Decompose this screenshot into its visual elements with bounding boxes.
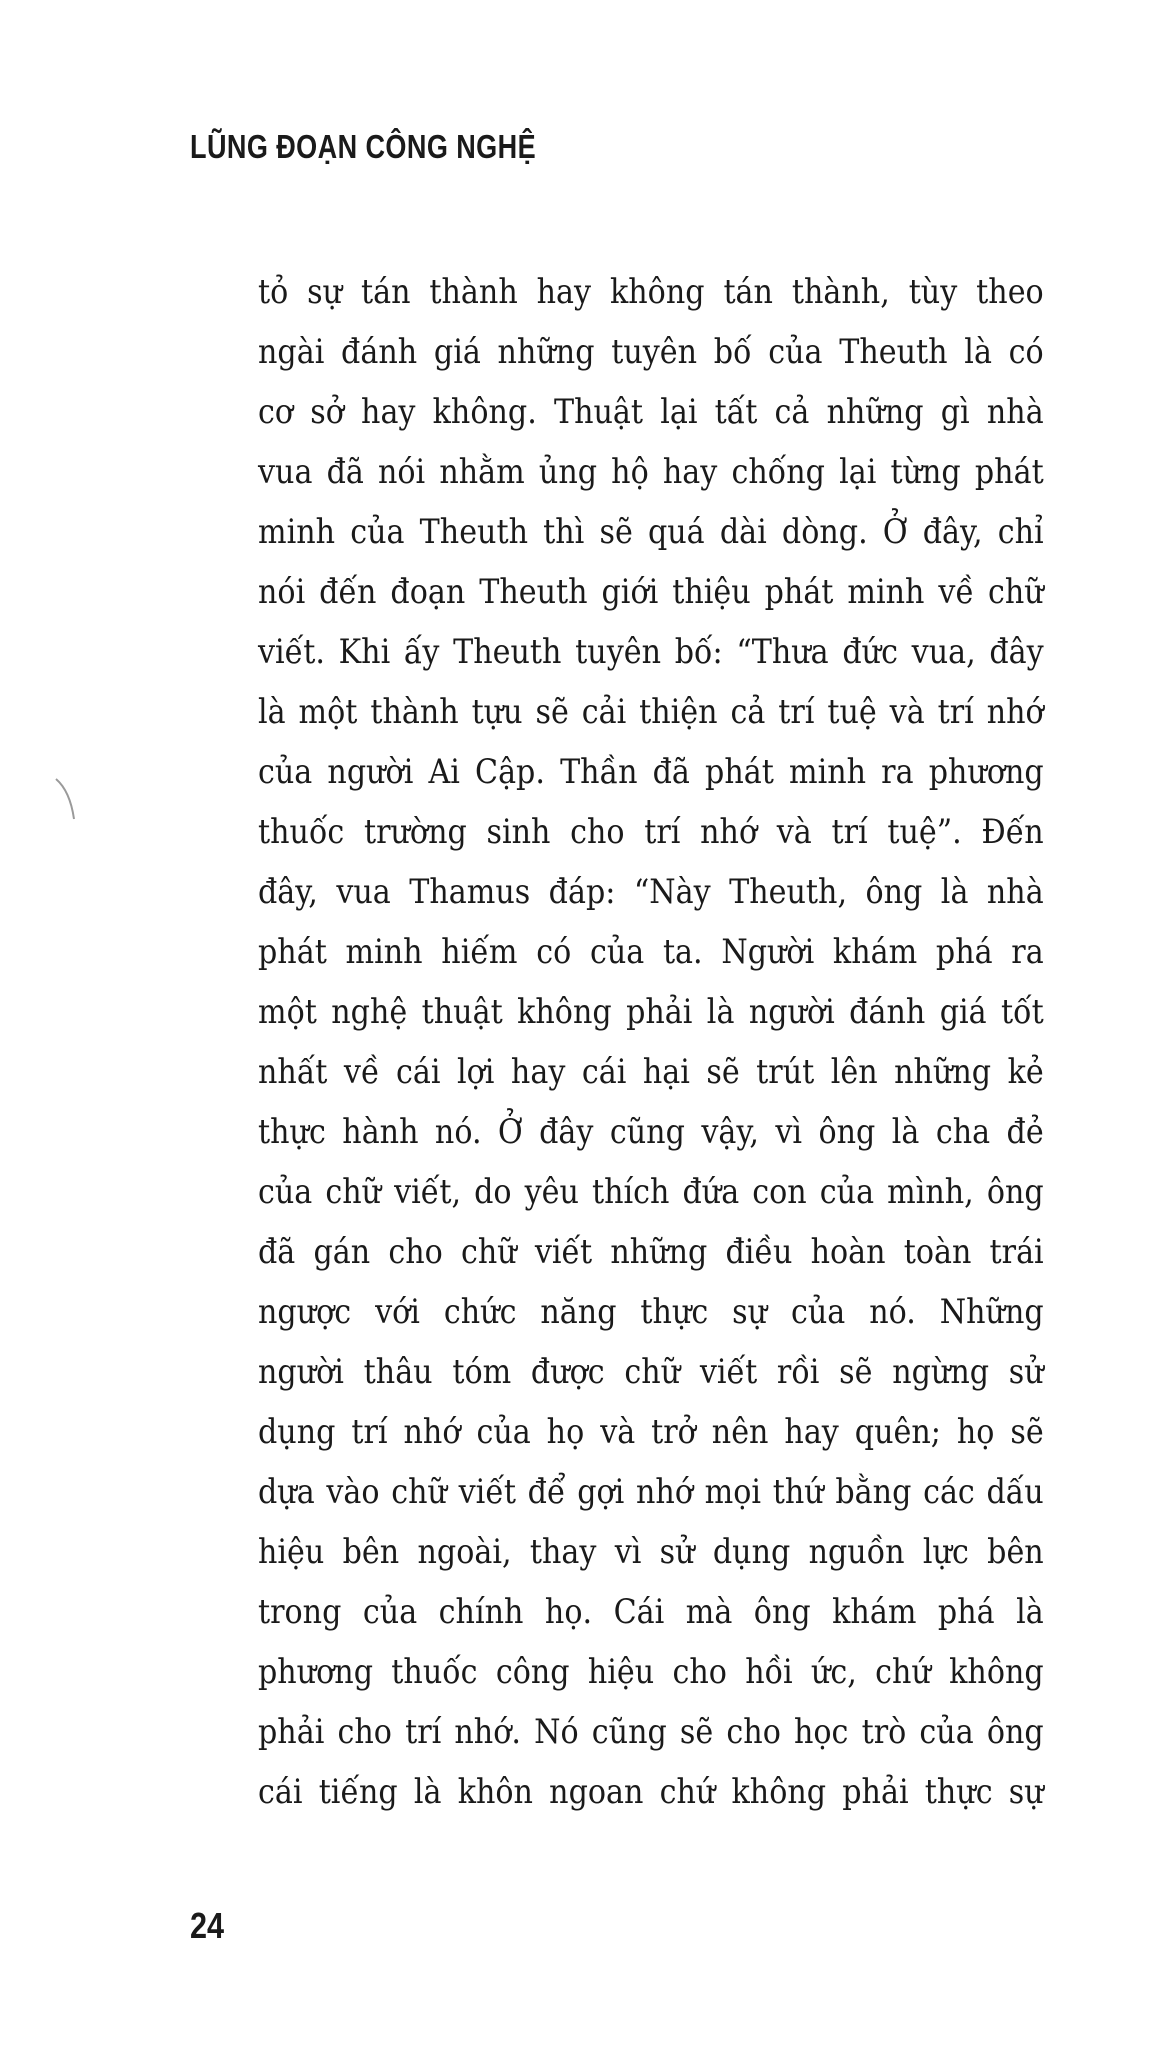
text-line: phải cho trí nhớ. Nó cũng sẽ cho học trò của ông bbox=[258, 1712, 1044, 1751]
text-line: dựa vào chữ viết để gợi nhớ mọi thứ bằng các dấu bbox=[258, 1472, 1044, 1511]
text-line: của chữ viết, do yêu thích đứa con của mình, ông bbox=[258, 1172, 1044, 1211]
text-line: là một thành tựu sẽ cải thiện cả trí tuệ và trí nhớ bbox=[258, 692, 1044, 731]
text-line: hiệu bên ngoài, thay vì sử dụng nguồn lực bên bbox=[258, 1532, 1044, 1571]
text-line: đã gán cho chữ viết những điều hoàn toàn trái bbox=[258, 1232, 1044, 1271]
running-header-title: LŨNG ĐOẠN CÔNG NGHỆ bbox=[190, 128, 537, 165]
text-line: thực hành nó. Ở đây cũng vậy, vì ông là cha đẻ bbox=[258, 1112, 1044, 1151]
body-paragraph bbox=[258, 262, 1044, 1822]
text-line: tỏ sự tán thành hay không tán thành, tùy theo bbox=[258, 272, 1044, 311]
text-line: cơ sở hay không. Thuật lại tất cả những gì nhà bbox=[258, 392, 1044, 431]
text-line: một nghệ thuật không phải là người đánh giá tốt bbox=[258, 992, 1044, 1031]
text-line: nhất về cái lợi hay cái hại sẽ trút lên những kẻ bbox=[258, 1052, 1044, 1091]
text-line: người thâu tóm được chữ viết rồi sẽ ngừng sử bbox=[258, 1352, 1044, 1391]
text-line: viết. Khi ấy Theuth tuyên bố: “Thưa đức vua, đây bbox=[258, 632, 1044, 671]
text-line: minh của Theuth thì sẽ quá dài dòng. Ở đây, chỉ bbox=[258, 512, 1044, 551]
text-line: ngược với chức năng thực sự của nó. Những bbox=[258, 1292, 1044, 1331]
text-line: cái tiếng là khôn ngoan chứ không phải thực sự bbox=[258, 1772, 1044, 1811]
text-line: của người Ai Cập. Thần đã phát minh ra phương bbox=[258, 752, 1044, 791]
text-line: ngài đánh giá những tuyên bố của Theuth là có bbox=[258, 332, 1044, 371]
text-line: phát minh hiếm có của ta. Người khám phá ra bbox=[258, 932, 1044, 971]
scan-artifact-mark bbox=[52, 775, 82, 825]
text-line: vua đã nói nhằm ủng hộ hay chống lại từng phát bbox=[258, 452, 1044, 491]
text-line: phương thuốc công hiệu cho hồi ức, chứ không bbox=[258, 1652, 1044, 1691]
text-line: thuốc trường sinh cho trí nhớ và trí tuệ”. Đến bbox=[258, 812, 1044, 851]
text-line: đây, vua Thamus đáp: “Này Theuth, ông là nhà bbox=[258, 872, 1044, 911]
text-line: dụng trí nhớ của họ và trở nên hay quên; họ sẽ bbox=[258, 1412, 1044, 1451]
text-line: nói đến đoạn Theuth giới thiệu phát minh về chữ bbox=[258, 572, 1044, 611]
page-number: 24 bbox=[190, 1905, 225, 1946]
text-line: trong của chính họ. Cái mà ông khám phá là bbox=[258, 1592, 1044, 1631]
